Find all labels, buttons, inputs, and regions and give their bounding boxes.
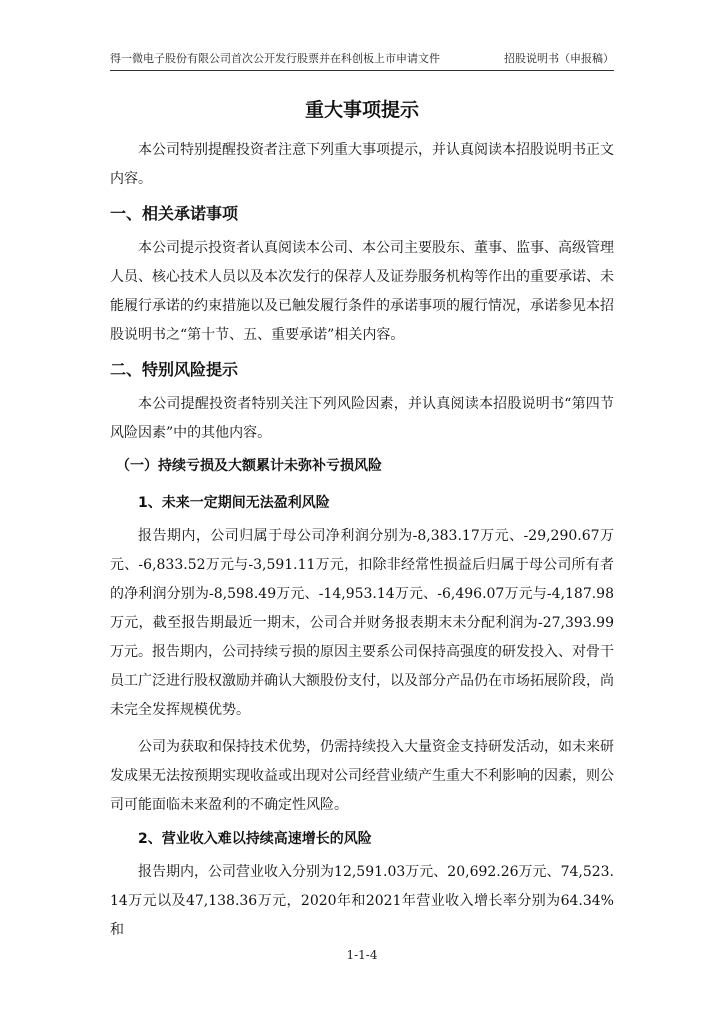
commitments-paragraph: 本公司提示投资者认真阅读本公司、本公司主要股东、董事、监事、高级管理人员、核心技术人员以及本次发行的保荐人及证券服务机构等作出的重要承诺、未能履行承诺的约束措施以及已触发履行条件的承诺事项的履行情况，承诺参见本招股说明书之“第十节、五、重要承诺”相关内容。: [110, 240, 614, 343]
header-rule: [110, 70, 614, 71]
spacer: [110, 128, 614, 136]
section-heading-commitments: 一、相关承诺事项: [110, 204, 239, 223]
section-heading-risks: 二、特别风险提示: [110, 360, 239, 379]
header-company-title: 得一微电子股份有限公司首次公开发行股票并在科创板上市申请文件: [110, 52, 440, 65]
page-content: [110, 92, 614, 945]
page-title: 重大事项提示: [304, 99, 419, 121]
subsection-heading-losses: （一）持续亏损及大额累计未弥补亏损风险: [116, 458, 382, 474]
intro-paragraph: 本公司特别提醒投资者注意下列重大事项提示，并认真阅读本招股说明书正文内容。: [110, 142, 614, 187]
page-number: 1-1-4: [346, 948, 378, 962]
revenue-growth-paragraph: 报告期内，公司营业收入分别为12,591.03万元、20,692.26万元、74,523.14万元以及47,138.36万元，2020年和2021年营业收入增长率分别为64.34%和: [110, 864, 614, 938]
item-heading-profitability: 1、未来一定期间无法盈利风险: [138, 495, 330, 511]
profitability-paragraph-1: 报告期内，公司归属于母公司净利润分别为-8,383.17万元、-29,290.67万元、-6,833.52万元与-3,591.11万元，扣除非经常性损益后归属于母公司所有者的净利润分别为-8,598.49万元、-14,953.14万元、-6,496.07万元与-4,187.98万元，截至报告期最近一期末，公司合并财务报表期末未分配利润为-27,393.99万元。报告期内，公司持续亏损的原因主要系公司保持高强度的研发投入、对骨干员工广泛进行股权激励并确认大额股份支付，以及部分产品仍在市场拓展阶段，尚未完全发挥规模优势。: [110, 528, 614, 718]
profitability-paragraph-2: 公司为获取和保持技术优势，仍需持续投入大量资金支持研发活动，如未来研发成果无法按预期实现收益或出现对公司经营业绩产生重大不利影响的因素，则公司可能面临未来盈利的不确定性风险。: [110, 739, 614, 813]
risks-paragraph: 本公司提醒投资者特别关注下列风险因素，并认真阅读本招股说明书“第四节 风险因素”中的其他内容。: [110, 396, 614, 441]
header-document-type: 招股说明书（申报稿）: [504, 52, 614, 65]
spacer: [110, 725, 614, 733]
item-heading-revenue-growth: 2、营业收入难以持续高速增长的风险: [138, 831, 372, 847]
page-header: [110, 50, 614, 71]
